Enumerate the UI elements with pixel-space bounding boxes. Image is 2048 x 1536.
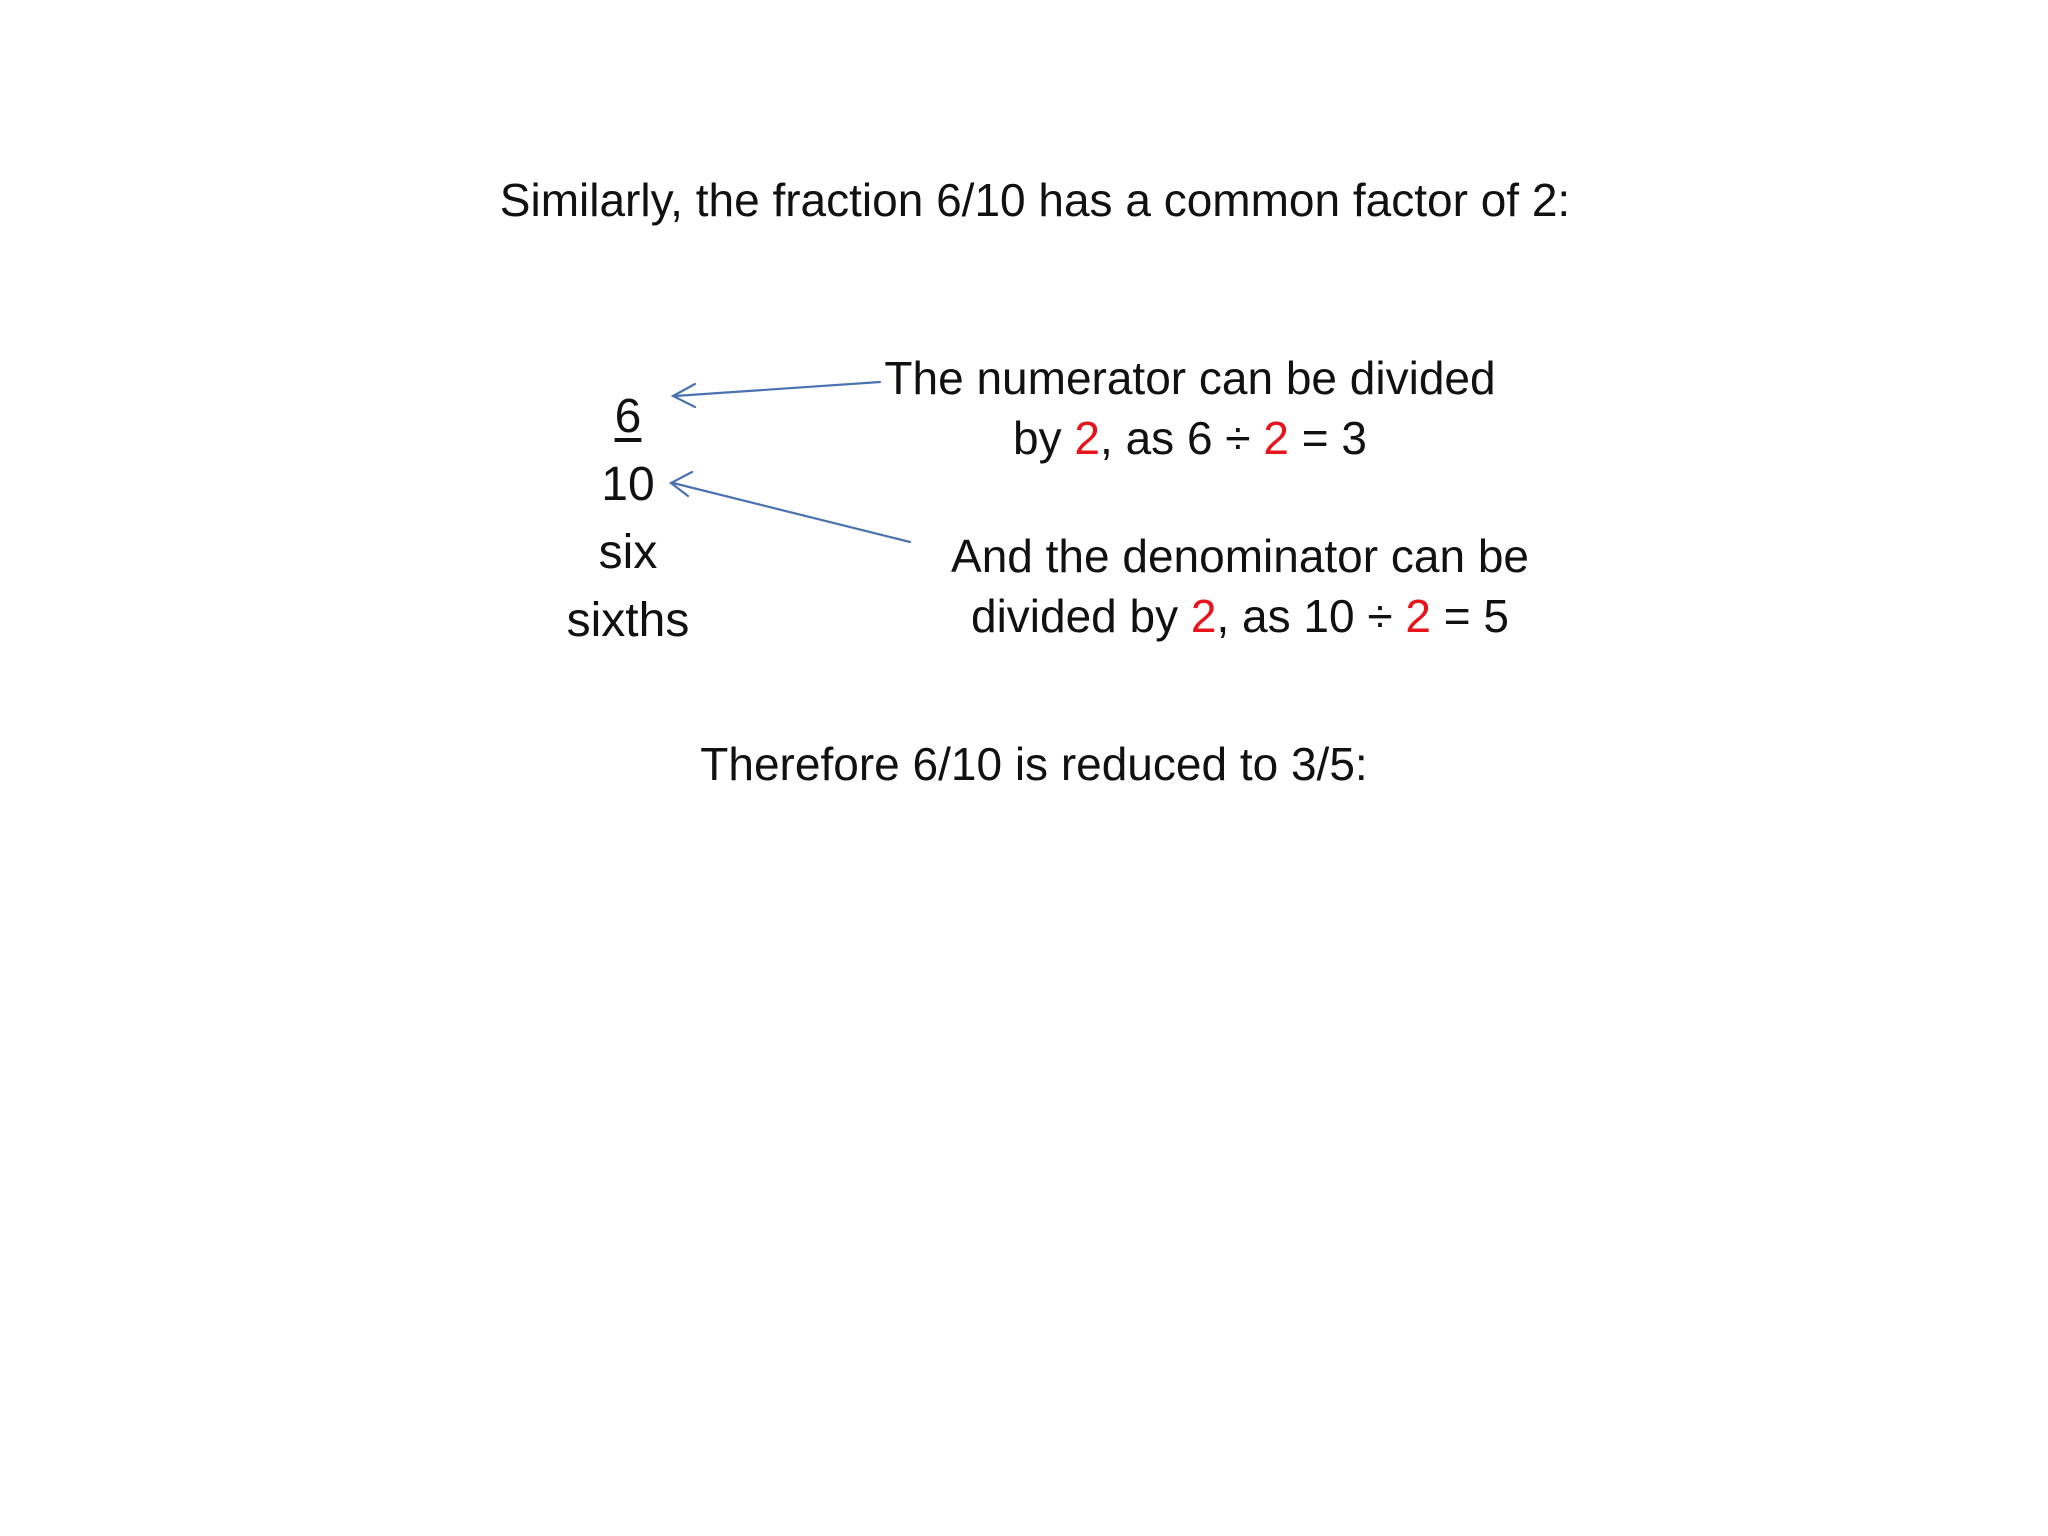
fraction-word-six: six (598, 526, 658, 579)
denominator-note-prefix: divided by (970, 590, 1191, 642)
fraction-denominator: 10 (601, 458, 655, 511)
numerator-note-prefix: by (1013, 412, 1075, 464)
numerator-note-line1: The numerator can be divided (884, 352, 1496, 404)
denominator-note-suffix: = 5 (1431, 590, 1510, 642)
fraction-word-sixths: sixths (566, 594, 690, 647)
denominator-note-middle: , as 10 ÷ (1216, 590, 1406, 642)
numerator-note-middle: , as 6 ÷ (1100, 412, 1264, 464)
denominator-note-factor: 2 (1190, 590, 1217, 642)
conclusion-text: Therefore 6/10 is reduced to 3/5: (700, 738, 1368, 790)
fraction-stack (528, 383, 728, 655)
denominator-note-factor2: 2 (1405, 590, 1431, 642)
numerator-note-factor2: 2 (1263, 412, 1289, 464)
numerator-note-factor: 2 (1074, 412, 1101, 464)
numerator-note-line2 (840, 408, 1540, 468)
fraction-numerator: 6 (614, 390, 642, 443)
numerator-note-suffix: = 3 (1288, 412, 1367, 464)
numerator-note (840, 348, 1540, 468)
denominator-note-line2 (890, 586, 1590, 646)
denominator-note (890, 526, 1590, 646)
denominator-note-line1: And the denominator can be (951, 530, 1529, 582)
slide-heading: Similarly, the fraction 6/10 has a common factor of 2: (499, 174, 1571, 226)
